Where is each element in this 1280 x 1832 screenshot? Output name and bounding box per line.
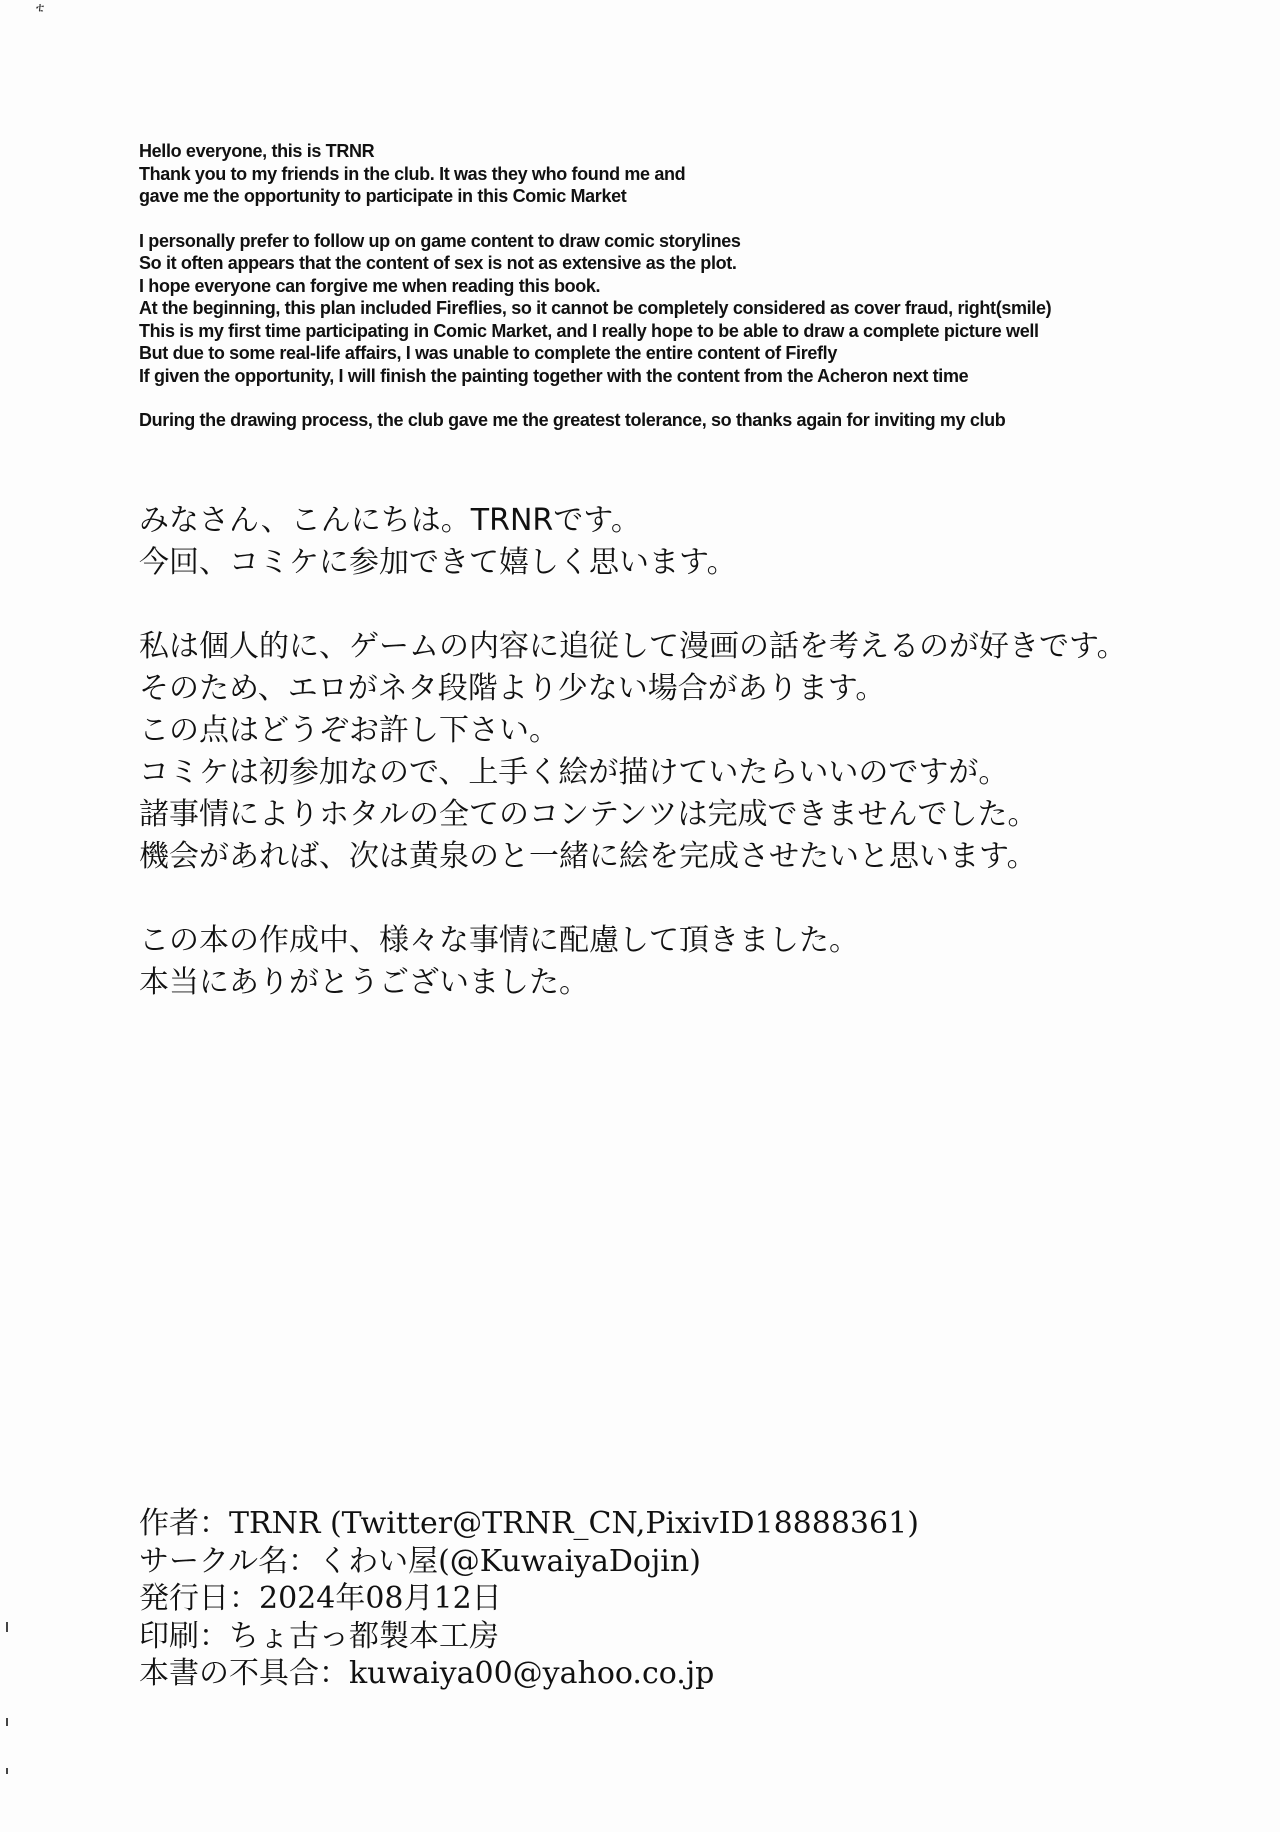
japanese-afterword bbox=[139, 500, 1179, 1004]
english-paragraph-greeting bbox=[139, 140, 1139, 208]
text-line: At the beginning, this plan included Fireflies, so it cannot be completely considered as cover fraud, right(smile) bbox=[139, 298, 1052, 318]
text-line: Thank you to my friends in the club. It was they who found me and bbox=[139, 163, 686, 184]
japanese-paragraph-greeting bbox=[139, 500, 1179, 584]
paragraph-gap bbox=[139, 878, 1179, 920]
japanese-paragraph-content bbox=[139, 626, 1179, 878]
english-afterword bbox=[139, 140, 1139, 432]
text-line: 機会があれば、次は黄泉のと一緒に絵を完成させたいと思います。 bbox=[139, 839, 1037, 874]
text-line: 今回、コミケに参加できて嬉しく思います。 bbox=[139, 545, 737, 580]
text-line: I personally prefer to follow up on game content to draw comic storylines bbox=[139, 230, 741, 251]
japanese-paragraph-thanks bbox=[139, 920, 1179, 1004]
colophon-circle: サークル名：くわい屋(@KuwaiyaDojin) bbox=[139, 1543, 701, 1579]
corner-scan-mark: ቲ bbox=[36, 0, 45, 14]
colophon bbox=[139, 1505, 1179, 1693]
text-line: コミケは初参加なので、上手く絵が描けていたらいいのですが。 bbox=[139, 755, 1009, 790]
text-line: If given the opportunity, I will finish the painting together with the content from the Acheron next time bbox=[139, 365, 969, 386]
text-line: I hope everyone can forgive me when reading this book. bbox=[139, 275, 601, 296]
text-line: この本の作成中、様々な事情に配慮して頂きました。 bbox=[139, 923, 859, 958]
scan-speck bbox=[6, 1768, 8, 1774]
paragraph-gap bbox=[139, 387, 1139, 409]
text-line: gave me the opportunity to participate in this Comic Market bbox=[139, 186, 627, 206]
text-line: そのため、エロがネタ段階より少ない場合があります。 bbox=[139, 671, 886, 706]
text-line: Hello everyone, this is TRNR bbox=[139, 141, 375, 161]
text-line: This is my first time participating in Comic Market, and I really hope to be able to draw a complete picture well bbox=[139, 320, 1039, 341]
text-line: So it often appears that the content of sex is not as extensive as the plot. bbox=[139, 253, 737, 273]
colophon-contact: 本書の不具合：kuwaiya00@yahoo.co.jp bbox=[139, 1656, 715, 1691]
colophon-date: 発行日：2024年08月12日 bbox=[139, 1581, 502, 1616]
text-line: 私は個人的に、ゲームの内容に追従して漫画の話を考えるのが好きです。 bbox=[139, 629, 1127, 664]
scan-speck bbox=[6, 1622, 8, 1632]
text-line: この点はどうぞお許し下さい。 bbox=[139, 713, 559, 748]
text-line: During the drawing process, the club gave me the greatest tolerance, so thanks again for inviting my club bbox=[139, 410, 1006, 430]
text-line: 本当にありがとうございました。 bbox=[139, 965, 589, 1000]
english-paragraph-content bbox=[139, 230, 1139, 388]
text-line: 諸事情によりホタルの全てのコンテンツは完成できませんでした。 bbox=[139, 797, 1038, 832]
text-line: But due to some real-life affairs, I was unable to complete the entire content of Firefly bbox=[139, 343, 837, 363]
colophon-printer: 印刷：ちょ古っ都製本工房 bbox=[139, 1618, 499, 1654]
text-line: みなさん、こんにちは。TRNRです。 bbox=[139, 503, 641, 538]
colophon-author: 作者：TRNR (Twitter@TRNR_CN,PixivID18888361) bbox=[139, 1506, 919, 1541]
english-paragraph-thanks bbox=[139, 409, 1139, 432]
scan-speck bbox=[6, 1718, 8, 1726]
paragraph-gap bbox=[139, 584, 1179, 626]
paragraph-gap bbox=[139, 208, 1139, 230]
